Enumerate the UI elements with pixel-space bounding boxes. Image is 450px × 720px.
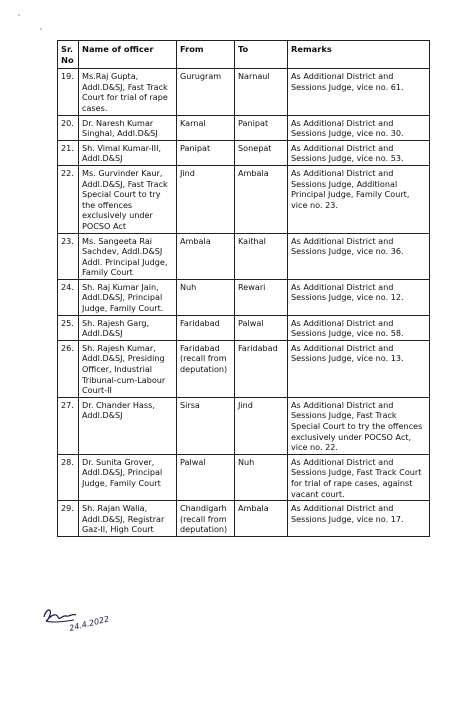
sr-cell: 23. bbox=[58, 233, 79, 279]
from-cell: Sirsa bbox=[177, 397, 235, 454]
officer-name-cell: Dr. Naresh Kumar Singhal, Addl.D&SJ bbox=[79, 115, 177, 140]
officer-name-cell: Sh. Vimal Kumar-III, Addl.D&SJ bbox=[79, 140, 177, 165]
to-cell: Narnaul bbox=[235, 69, 288, 115]
to-cell: Ambala bbox=[235, 165, 288, 233]
sr-cell: 24. bbox=[58, 279, 79, 315]
officer-name-cell: Dr. Chander Hass, Addl.D&SJ bbox=[79, 397, 177, 454]
sr-cell: 27. bbox=[58, 397, 79, 454]
remarks-cell: As Additional District and Sessions Judge, vice no. 12. bbox=[288, 279, 430, 315]
table-row bbox=[58, 501, 430, 537]
from-cell: Nuh bbox=[177, 279, 235, 315]
sr-cell: 21. bbox=[58, 140, 79, 165]
sr-cell: 28. bbox=[58, 454, 79, 500]
to-cell: Kaithal bbox=[235, 233, 288, 279]
officer-name-cell: Ms. Gurvinder Kaur, Addl.D&SJ, Fast Track Special Court to try the offences exclusively under POCSO Act bbox=[79, 165, 177, 233]
transfer-table bbox=[57, 40, 430, 537]
table-row bbox=[58, 279, 430, 315]
officer-name-cell: Ms. Sangeeta Rai Sachdev, Addl.D&SJ Addl. Principal Judge, Family Court bbox=[79, 233, 177, 279]
table-header-row bbox=[58, 41, 430, 69]
to-cell: Rewari bbox=[235, 279, 288, 315]
from-cell: Gurugram bbox=[177, 69, 235, 115]
table-row bbox=[58, 115, 430, 140]
table-row bbox=[58, 165, 430, 233]
from-cell: Jind bbox=[177, 165, 235, 233]
to-cell: Panipat bbox=[235, 115, 288, 140]
scan-speck bbox=[18, 14, 20, 16]
header-sr-no: Sr. No bbox=[58, 41, 79, 69]
from-cell: Palwal bbox=[177, 454, 235, 500]
from-cell: Panipat bbox=[177, 140, 235, 165]
remarks-cell: As Additional District and Sessions Judge, vice no. 13. bbox=[288, 340, 430, 397]
scan-speck bbox=[40, 28, 42, 30]
from-cell: Ambala bbox=[177, 233, 235, 279]
to-cell: Ambala bbox=[235, 501, 288, 537]
officer-name-cell: Sh. Rajesh Garg, Addl.D&SJ bbox=[79, 315, 177, 340]
handwritten-signature bbox=[40, 603, 140, 643]
sr-cell: 25. bbox=[58, 315, 79, 340]
to-cell: Nuh bbox=[235, 454, 288, 500]
sr-cell: 29. bbox=[58, 501, 79, 537]
signature-date: 24.4.2022 bbox=[68, 614, 110, 633]
remarks-cell: As Additional District and Sessions Judge, vice no. 30. bbox=[288, 115, 430, 140]
remarks-cell: As Additional District and Sessions Judge, vice no. 17. bbox=[288, 501, 430, 537]
sr-cell: 26. bbox=[58, 340, 79, 397]
from-cell: Chandigarh (recall from deputation) bbox=[177, 501, 235, 537]
to-cell: Faridabad bbox=[235, 340, 288, 397]
officer-name-cell: Dr. Sunita Grover, Addl.D&SJ, Principal Judge, Family Court bbox=[79, 454, 177, 500]
table-body bbox=[58, 69, 430, 537]
remarks-cell: As Additional District and Sessions Judge, Fast Track Court for trial of rape cases, against vacant court. bbox=[288, 454, 430, 500]
from-cell: Faridabad (recall from deputation) bbox=[177, 340, 235, 397]
table-row bbox=[58, 69, 430, 115]
remarks-cell: As Additional District and Sessions Judge, vice no. 58. bbox=[288, 315, 430, 340]
header-remarks: Remarks bbox=[288, 41, 430, 69]
remarks-cell: As Additional District and Sessions Judge, Fast Track Special Court to try the offences exclusively under POCSO Act, vice no. 22. bbox=[288, 397, 430, 454]
remarks-cell: As Additional District and Sessions Judge, vice no. 61. bbox=[288, 69, 430, 115]
table-row bbox=[58, 454, 430, 500]
remarks-cell: As Additional District and Sessions Judge, vice no. 53. bbox=[288, 140, 430, 165]
remarks-cell: As Additional District and Sessions Judge, Additional Principal Judge, Family Court, vice no. 23. bbox=[288, 165, 430, 233]
from-cell: Karnal bbox=[177, 115, 235, 140]
to-cell: Palwal bbox=[235, 315, 288, 340]
remarks-cell: As Additional District and Sessions Judge, vice no. 36. bbox=[288, 233, 430, 279]
header-to: To bbox=[235, 41, 288, 69]
table-row bbox=[58, 315, 430, 340]
from-cell: Faridabad bbox=[177, 315, 235, 340]
officer-name-cell: Sh. Raj Kumar Jain, Addl.D&SJ, Principal Judge, Family Court. bbox=[79, 279, 177, 315]
table-row bbox=[58, 397, 430, 454]
to-cell: Jind bbox=[235, 397, 288, 454]
to-cell: Sonepat bbox=[235, 140, 288, 165]
officer-name-cell: Ms.Raj Gupta, Addl.D&SJ, Fast Track Court for trial of rape cases. bbox=[79, 69, 177, 115]
table-row bbox=[58, 233, 430, 279]
officer-name-cell: Sh. Rajesh Kumar, Addl.D&SJ, Presiding Officer, Industrial Tribunal-cum-Labour Court-II bbox=[79, 340, 177, 397]
officer-name-cell: Sh. Rajan Walia, Addl.D&SJ, Registrar Gaz-II, High Court bbox=[79, 501, 177, 537]
sr-cell: 22. bbox=[58, 165, 79, 233]
sr-cell: 19. bbox=[58, 69, 79, 115]
header-officer-name: Name of officer bbox=[79, 41, 177, 69]
sr-cell: 20. bbox=[58, 115, 79, 140]
header-from: From bbox=[177, 41, 235, 69]
table-row bbox=[58, 340, 430, 397]
table-row bbox=[58, 140, 430, 165]
